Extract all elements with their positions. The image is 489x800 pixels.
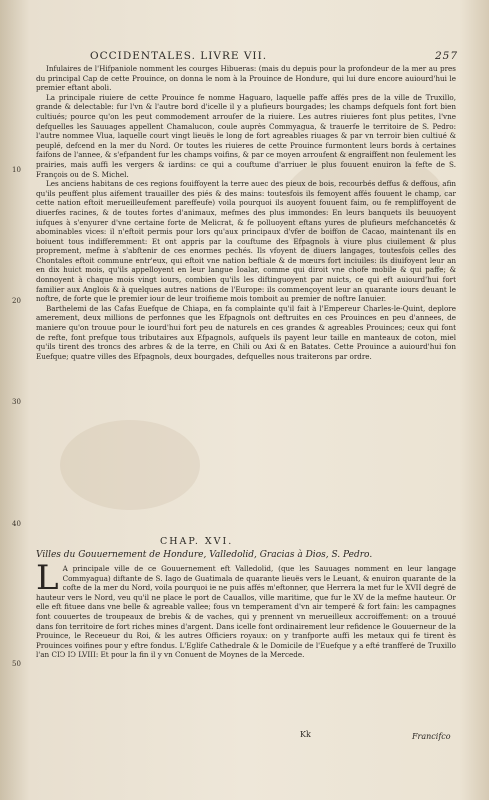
paper-stain bbox=[60, 420, 200, 510]
paragraph: A principale ville de ce Gouuernement eft Valledolid, (que les Sauuages nomment en leur langage Commyagua) diftante de S. Iago de Guatimala de quarante lieuës vers le Leuant, & enuiron quarante de la cofte de la mer du Nord, voila pourquoi ie ne puis affés m'eftonner, que Herrera la met fur le XVII degré de hauteur vers le Nord, veu qu'il ne place le port de Cauallos, ville maritime, que fur le XV de la mefme hauteur. Or elle eft fituee dans vne belle & agreable vallee; fous vn temperament d'vn air temperé & fort fain: les campagnes font couuertes de troupeaux de brebis & de vaches, qui y prennent vn merueilleux accroiffement: on a trouué dans fon territoire de fort riches mines d'argent. Dans icelle font ordinairement leur refidence le Gouuerneur de la Prouince, le Receueur du Roi, & les autres Officiers royaux: on y tranfporte auffi les metaux qui fe tirent ès Prouinces voifines pour y eftre fondus. L'Eglife Cathedrale & le Domicile de l'Euefque y a efté tranfferé de Truxillo l'an CIↃ IↃ LVIII: Et pour la fin il y vn Conuent de Moynes de la Mercede. bbox=[36, 564, 456, 660]
paragraph: Barthelemi de las Cafas Euefque de Chiapa, en fa complainte qu'il fait à l'Empereur Charles-le-Quint, deplore amerement, deux millions de perfonnes que les Efpagnols ont deftruites en ces Prouinces en peu d'annees, de maniere qu'on trouue pour le iourd'hui fort peu de naturels en ces grandes & agreables Prouinces; ceux qui font de refte, font prefque tous tributaires aux Efpagnols, aufquels ils payent leur taille en manteaux de coton, miel qu'ils tirent des troncs des arbres & de la terre, en Chili ou Axi & en Batates. Cette Prouince a auiourd'hui fon Euefque; quatre villes des Efpagnols, deux bourgades, defquelles nous traiterons par ordre. bbox=[36, 303, 456, 361]
margin-line-number: 50 bbox=[12, 660, 21, 668]
chapter-text bbox=[36, 558, 456, 660]
page-number: 257 bbox=[434, 50, 458, 62]
paragraph: La principale riuiere de cette Prouince fe nomme Haguaro, laquelle paffe affés pres de la ville de Truxillo, grande & delectable: fur l'vn & l'autre bord d'icelle il y a plufieurs bourgades; les champs defquels font fort bien cultiués; pource qu'on les peut commodement arroufer de la riuiere. Les autres riuieres font plus petites, l'vne defquelles les Sauuages appellent Chamalucon, coule auprès Commyagua, & trauerfe le territoire de S. Pedro: l'autre nommee Vlua, laquelle court vingt lieuës le long de fort agreables riuages & par vn terroir bien cultiué & peuplé, defcend en la mer du Nord. Or toutes les riuieres de cette Prouince furmontent leurs bords à certaines faifons de l'annee, & s'efpandent fur les champs voifins, & par ce moyen arroufent & engraiffent non feulement les prairies, mais auffi les vergers & iardins: ce qui a couftume d'arriuer le plus fouuent enuiron la fefte de S. François ou de S. Michel. bbox=[36, 92, 457, 179]
margin-line-number: 30 bbox=[12, 398, 21, 406]
main-text bbox=[36, 64, 456, 361]
chapter-heading: CHAP. XVI. bbox=[160, 536, 234, 547]
catchword: Francifco bbox=[412, 732, 451, 741]
margin-line-number: 40 bbox=[12, 520, 21, 528]
drop-cap: L bbox=[36, 558, 59, 598]
margin-line-number: 10 bbox=[12, 166, 21, 174]
margin-line-number: 20 bbox=[12, 297, 21, 305]
running-title: OCCIDENTALES. LIVRE VII. bbox=[90, 50, 268, 62]
signature-mark: Kk bbox=[300, 730, 311, 739]
section-title: Villes du Gouuernement de Hondure, Valledolid, Gracias à Dios, S. Pedro. bbox=[36, 550, 373, 560]
paragraph: Infulaires de l'Hifpaniole nomment les courges Hibueras: (mais du depuis pour la profondeur de la mer au pres du principal Cap de cette Prouince, on donna le nom à la Prouince de Hondure, qui lui dure encore auiourd'hui le premier eftant aboli. bbox=[36, 64, 456, 93]
paragraph: Les anciens habitans de ces regions fouiffoyent la terre auec des pieux de bois, recourbés deffus & deffous, afin qu'ils peuffent plus aifement trauailler des piés & des mains: toutesfois ils femoyent affés fouuent le champ, car cette nation eftoit merueilleufement pareffeufe) voila pourquoi ils auoyent fouuent faim, ou fe rempliffoyent de diuerfes racines, & de toutes fortes d'animaux, mefmes des plus immondes: En leurs banquets ils beuuoyent iufques à s'enyurer d'vne certaine forte de Melicrat, & fe polluoyent eftans yures de plufieurs mefchancetés & abominables vices: il n'eftoit permis pour lors qu'aux principaux d'vfer de boiffon de Cacao, maintenant ils en boiuent tous indifferemment: Et ont appris par la couftume des Efpagnols à viure plus ciuilement & plus proprement, mefme à s'abftenir de ces enormes pechés. Ils vfoyent de diuers langages, toutesfois celles des Chontales eftoit commune entr'eux, qui eftoit vne nation beftiale & de mœurs fort inciuiles: ils diuifoyent leur an en dix huict mois, qu'ils appelloyent en leur langue Ioalar, comme qui diroit vne chofe mobile & qui paffe; & donnoyent à chaque mois vingt iours, combien qu'ils les diftinguoyent par nuicts, ce qui eft auiourd'hui fort familier aux Anglois & à quelques autres nations de l'Europe: ils commençoyent leur an quarante iours deuant le noftre, de forte que le premier iour de leur troifieme mois tomboit au premier de noftre Ianuier. bbox=[36, 179, 456, 304]
